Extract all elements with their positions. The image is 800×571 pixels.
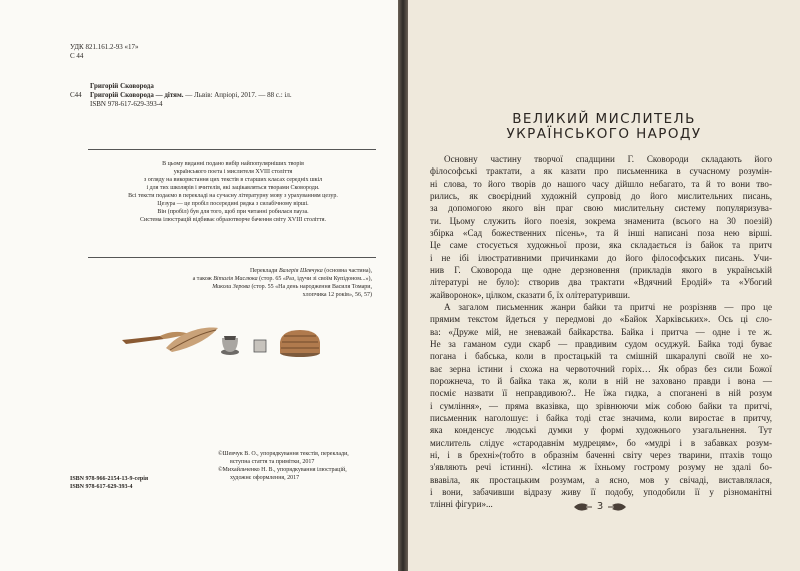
annotation-line: В цьому виданні подано вибір найпопулярніших творів	[162, 161, 304, 167]
chapter-title-line: УКРАЇНСЬКОГО НАРОДУ	[506, 126, 702, 142]
text-line: і вони, забачивши відразу живу її подобу, уподобили її у різноманітні	[430, 486, 772, 497]
annotation-line: і для тих школярів і вчителів, які зацікавляться творами Сковороди.	[146, 185, 320, 191]
page-number-ornament	[560, 500, 640, 514]
text-line: за допомогою якого він праг свою мислительну систему популяризува-	[430, 203, 772, 214]
text-line: і сумління», — пряма вказівка, що зрівнюючи між собою байки та притчі,	[430, 400, 772, 411]
copyright-notice	[218, 450, 378, 482]
credit-text: Переклади	[249, 268, 279, 274]
text-line: збірка «Сад божественних пісень», та й інші написані поза нею вірші.	[430, 227, 772, 238]
divider-middle	[88, 257, 376, 258]
text-line: ні слова, то його творів до нашого часу дійшло небагато, та й то вони тво-	[430, 178, 772, 189]
text-line: нив Г. Сковорода ще одне дерзновення (прикладів якого в українській	[430, 264, 772, 275]
catalog-title-line	[70, 91, 370, 100]
text-line: Це саме стосується художньої прози, яка складається із байок та притч	[430, 240, 772, 251]
writing-tools-icon	[120, 322, 326, 362]
text-line: ні, і в брехні»(тобто в образнім баченні світу через тварини, птахів тощо	[430, 449, 772, 460]
catalog-imprint: — Львів: Апріорі, 2017. — 88 с.: іл.	[183, 91, 292, 99]
annotation	[94, 160, 372, 224]
text-line: тлінні фігури»...	[430, 499, 493, 510]
text-line: Основну частину творчої спадщини Г. Сковороди складають його	[444, 154, 772, 164]
credit-line	[94, 283, 372, 291]
text-line: рились, як своєрідний художній супровід до його мислительних писань,	[430, 190, 772, 201]
text-line: порожнеча, то й байка така ж, коли в ній не заховано правди і вона —	[430, 375, 772, 386]
copyright-line: вступна стаття та примітки, 2017	[230, 459, 315, 465]
translator-name: Миколи Зерова	[212, 284, 250, 290]
isbn-block	[70, 475, 230, 491]
text-line: ввавіла, як простацьким розумам, а ясно, мов у свічаді, виставлялася,	[430, 474, 772, 485]
annotation-line: українського поета і мислителя XVIII століття	[173, 169, 293, 175]
book-gutter	[398, 0, 408, 571]
text-line: філософські трактати, а як казати про письменника в сучасному розумін-	[430, 166, 772, 177]
credit-line: хлопчика 12 років», 56, 57)	[302, 292, 372, 298]
text-line: погана і бабська, коли в простацькій та смішній шкаралупі своїй не хо-	[430, 351, 772, 362]
chapter-title	[408, 112, 800, 142]
annotation-line: Система ілюстрацій відбиває образотворче бачення світу XVIII століття.	[140, 217, 326, 223]
catalog-code: С44	[70, 91, 82, 99]
left-page	[0, 0, 398, 571]
text-line: ває зерна істини і схожа на червоточний горіх… Як образ без сили Божої	[430, 363, 772, 374]
translator-name: Віталія Маслюка	[213, 276, 258, 282]
text-line: А загалом письменник жанри байки та притчі не розрізняв — про це	[444, 301, 772, 312]
catalog-title: Григорій Сковорода — дітям.	[90, 91, 184, 99]
text-line: Не за гаманом суди скарб — правдивим судом осуджуй. Байка тоді буває	[430, 338, 772, 349]
credit-line	[94, 267, 372, 275]
annotation-line: з огляду на використання цих текстів в старших класах середніх шкіл	[143, 177, 323, 183]
credit-text: а також	[192, 276, 214, 282]
text-line: ти. Цьому служить його поезія, зокрема знаменита (всього на 30 поезій)	[430, 215, 772, 226]
credit-text: (стор. 55 «На день народження Василя Томари,	[249, 284, 372, 290]
copyright-line: художнє оформлення, 2017	[230, 475, 300, 481]
text-line: посміє назвати її неправдивою?.. Не їжа гидка, а споганені в ній розум	[430, 388, 772, 399]
text-line: і не ібі ілюстративними причинками до його філософських писань. Учи-	[430, 252, 772, 263]
text-line: мислитель слідує «стародавнім мудрецям», бо «мудрі і в забавках розум-	[430, 437, 772, 448]
credit-text: (стор. 65 «Раз, ідучи зі своїм Купідоном...»),	[257, 276, 372, 282]
text-line: ва: «Друже мій, не зневажай байкарства. Байка і притча — одне і те ж.	[430, 326, 772, 337]
chapter-body	[430, 153, 772, 511]
divider-top	[88, 149, 376, 150]
page-number: 3	[596, 501, 604, 512]
chapter-title-line: ВЕЛИКИЙ МИСЛИТЕЛЬ	[512, 111, 696, 127]
text-line: жайворонок», цілком, сказати б, їх олітературивши.	[430, 289, 631, 300]
copyright-line: ©Михайльченко Н. В., упорядкування ілюстрацій,	[218, 467, 347, 473]
text-line: яка конденсує людські думки у формі художнього узагальнення. Тут	[430, 425, 772, 436]
translation-credits	[94, 267, 372, 299]
udk-code: УДК 821.161.2-93 «17»	[70, 43, 139, 51]
catalog-record	[70, 82, 370, 109]
credit-text: (основна частина),	[322, 268, 372, 274]
udk-block	[70, 43, 270, 61]
annotation-line: Він (пробіл) був для того, щоб при читанні робилася пауза.	[157, 209, 309, 215]
credit-line	[94, 275, 372, 283]
text-line: письменник наголошує: і байка тоді стає значима, коли виростає в притчу,	[430, 412, 772, 423]
catalog-isbn: ISBN 978-617-629-393-4	[90, 100, 163, 108]
udk-author-mark: С 44	[70, 52, 84, 60]
translator-name: Валерія Шевчука	[278, 268, 323, 274]
text-line: прямим текстом йдеться у передмові до «Байок Харківських». Ось ці сло-	[430, 314, 772, 325]
annotation-line: Цезура — це пробіл посередині рядка з силабічному вірші.	[157, 201, 309, 207]
catalog-author: Григорій Сковорода	[90, 82, 154, 90]
annotation-line: Всі тексти подаємо в перекладі на сучасну літературну мову з урахуванням цезур.	[128, 193, 338, 199]
isbn-book: ISBN 978-617-629-393-4	[70, 484, 133, 490]
text-line: літературі не було): створив два трактати «Вдячний Еродій» та «Убогий	[430, 277, 772, 288]
isbn-series: ISBN 978-966-2154-13-9-серія	[70, 476, 149, 482]
text-line: з'являють речі істинні). «Істина ж їхньому гострому розуму не здалі бо-	[430, 462, 772, 473]
copyright-line: ©Шевчук В. О., упорядкування текстів, переклади,	[218, 451, 349, 457]
